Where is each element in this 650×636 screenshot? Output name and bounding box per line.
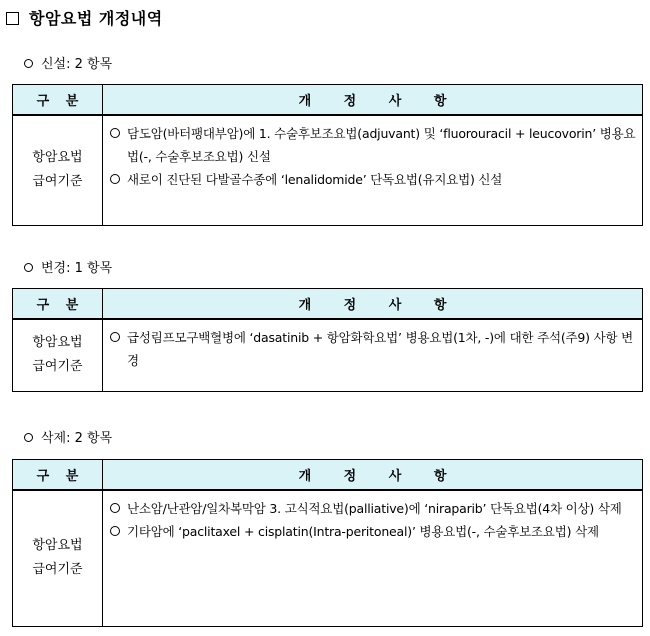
table-row — [13, 115, 643, 225]
circle-bullet-icon — [110, 332, 120, 342]
circle-bullet-icon — [24, 263, 33, 272]
page-title — [6, 8, 163, 30]
table-header-row — [13, 460, 643, 491]
header-category: 구 분 — [13, 85, 103, 116]
table-header-row — [13, 289, 643, 320]
content-cell — [103, 490, 643, 626]
header-content: 개 정 사 항 — [103, 289, 643, 320]
header-category: 구 분 — [13, 460, 103, 491]
category-cell: 항암요법 급여기준 — [13, 490, 103, 626]
table-row — [13, 490, 643, 626]
circle-bullet-icon — [110, 174, 120, 184]
list-item: 급성림프모구백혈병에 ‘dasatinib + 항암화학요법’ 병용요법(1차, -)에 대한 주석(주9) 사항 변경 — [109, 326, 638, 372]
content-cell — [103, 319, 643, 391]
revision-table-new — [12, 84, 643, 226]
header-content: 개 정 사 항 — [103, 85, 643, 116]
list-item: 난소암/난관암/일차복막암 3. 고식적요법(palliative)에 ‘niraparib’ 단독요법(4차 이상) 삭제 — [109, 497, 638, 520]
section-heading-changed — [24, 260, 112, 278]
table-header-row — [13, 85, 643, 116]
circle-bullet-icon — [110, 503, 120, 513]
header-content: 개 정 사 항 — [103, 460, 643, 491]
section-heading-text: 삭제: 2 항목 — [41, 431, 113, 446]
section-heading-new — [24, 56, 112, 74]
circle-bullet-icon — [24, 433, 33, 442]
revision-table-changed — [12, 288, 643, 392]
list-item: 새로이 진단된 다발골수종에 ‘lenalidomide’ 단독요법(유지요법) 신설 — [109, 168, 638, 191]
category-cell: 항암요법 급여기준 — [13, 319, 103, 391]
circle-bullet-icon — [110, 526, 120, 536]
revision-table-deleted — [12, 459, 643, 627]
page-title-text: 항암요법 개정내역 — [29, 9, 163, 28]
section-heading-text: 변경: 1 항목 — [41, 261, 113, 276]
checkbox-square-icon — [6, 12, 19, 25]
table-row — [13, 319, 643, 391]
circle-bullet-icon — [110, 128, 120, 138]
header-category: 구 분 — [13, 289, 103, 320]
category-cell: 항암요법 급여기준 — [13, 115, 103, 225]
section-heading-text: 신설: 2 항목 — [41, 57, 113, 72]
circle-bullet-icon — [24, 59, 33, 68]
list-item: 담도암(바터팽대부암)에 1. 수술후보조요법(adjuvant) 및 ‘fluorouracil + leucovorin’ 병용요법(-, 수술후보조요법) 신설 — [109, 122, 638, 168]
list-item: 기타암에 ‘paclitaxel + cisplatin(Intra-peritoneal)’ 병용요법(-, 수술후보조요법) 삭제 — [109, 520, 638, 543]
section-heading-deleted — [24, 430, 112, 448]
content-cell — [103, 115, 643, 225]
